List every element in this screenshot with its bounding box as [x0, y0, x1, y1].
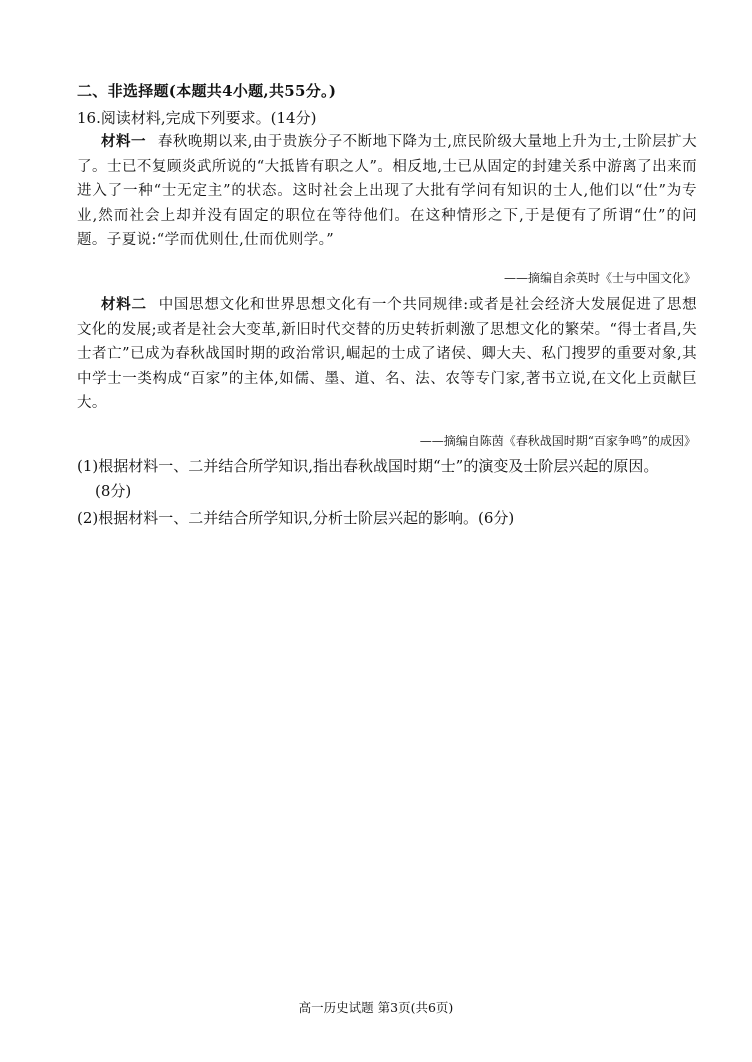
- material-one-text: 春秋晚期以来,由于贵族分子不断地下降为士,庶民阶级大量地上升为士,士阶层扩大了。士已不复顾炎武所说的“大抵皆有职之人”。相反地,士已从固定的封建关系中游离了出来而进入了一种“士无定主”的状态。这时社会上出现了大批有学问有知识的士人,他们以“仕”为专业,然而社会上却并没有固定的职位在等待他们。在这种情形之下,于是便有了所谓“仕”的问题。子夏说:“学而优则仕,仕而优则学。”: [77, 134, 698, 248]
- material-one-source: ——摘编自余英时《士与中国文化》: [503, 271, 696, 285]
- material-two: [77, 293, 697, 416]
- material-one-label: 材料一: [101, 133, 146, 150]
- material-two-text: 中国思想文化和世界思想文化有一个共同规律:或者是社会经济大发展促进了思想文化的发展;或者是社会大变革,新旧时代交替的历史转折刺激了思想文化的繁荣。“得士者昌,失士者亡”已成为春秋战国时期的政治常识,崛起的士成了诸侯、卿大夫、私门搜罗的重要对象,其中学士一类构成“百家”的主体,如儒、墨、道、名、法、农等专门家,著书立说,在文化上贡献巨大。: [77, 297, 697, 411]
- material-two-source: ——摘编自陈茵《春秋战国时期“百家争鸣”的成因》: [419, 434, 696, 448]
- sub-question-1: [77, 454, 702, 504]
- material-one: [77, 130, 697, 253]
- sub-question-2: (2)根据材料一、二并结合所学知识,分析士阶层兴起的影响。(6分): [77, 509, 515, 527]
- section-title: 二、非选择题(本题共4小题,共55分。): [77, 82, 337, 100]
- page-footer: 高一历史试题 第3页(共6页): [298, 1000, 454, 1015]
- sub-question-1-text: (1)根据材料一、二并结合所学知识,指出春秋战国时期“士”的演变及士阶层兴起的原因。: [77, 457, 659, 475]
- material-two-label: 材料二: [101, 296, 147, 313]
- sub-question-1-points: (8分): [95, 482, 132, 500]
- question-stem: 16.阅读材料,完成下列要求。(14分): [77, 109, 317, 127]
